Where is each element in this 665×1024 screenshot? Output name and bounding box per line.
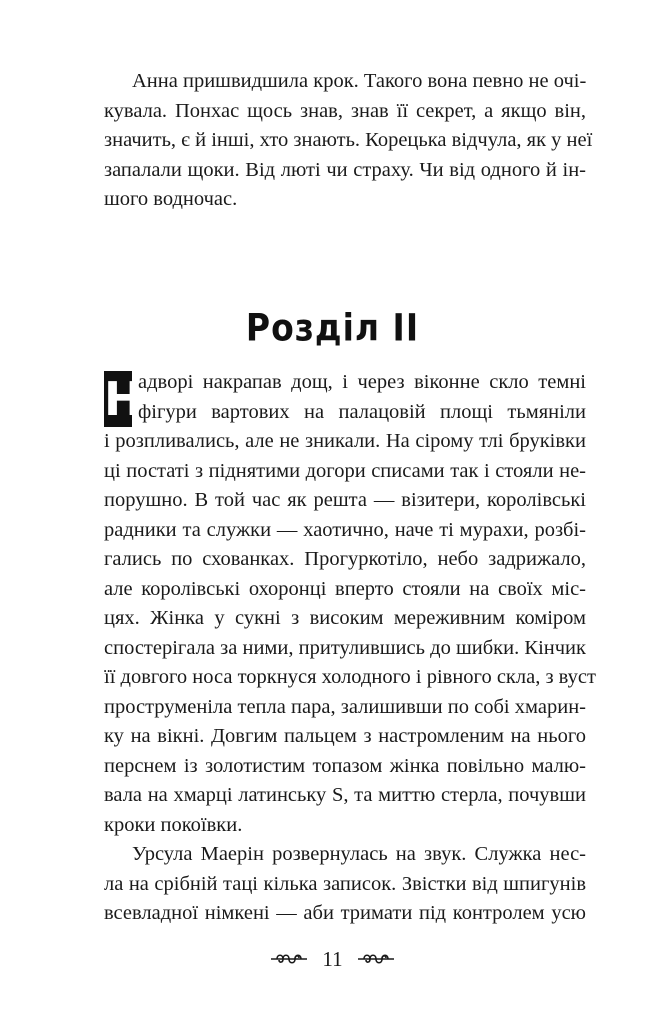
text-line: запалали щоки. Від люті чи страху. Чи від одного й ін-	[104, 158, 586, 181]
drop-cap: Н	[104, 372, 143, 426]
page-number: 11	[322, 946, 343, 971]
text-line: порушно. В той час як решта — візитери, королівські	[104, 489, 586, 511]
chapter-body	[104, 368, 596, 929]
text-line: але королівські охоронці вперто стояли на своїх міс-	[104, 577, 586, 600]
text-line: вала на хмарці латинську S, та миттю стерла, почувши	[104, 784, 586, 806]
text-line: проструменіла тепла пара, залишивши по собі хмарин-	[104, 695, 586, 718]
text-line: Урсула Маерін розвернулась на звук. Служка нес-	[132, 843, 586, 865]
text-line: ці постаті з піднятими догори списами так і стояли не-	[104, 459, 586, 482]
text-line: радники та служки — хаотично, наче ті мурахи, розбі-	[104, 518, 586, 541]
text-line: спостерігала за ними, притулившись до шибки. Кінчик	[104, 636, 586, 659]
chapter-title: Розділ ІІ	[245, 305, 420, 350]
text-line: фігури вартових на палацовій площі тьмяніли	[138, 400, 586, 423]
text-line: її довгого носа торкнуся холодного і рівного скла, з вуст	[104, 666, 596, 688]
text-line: шого водночас.	[104, 188, 238, 210]
text-line: гались по схованках. Прогуркотіло, небо задрижало,	[104, 548, 586, 570]
text-line: перснем із золотистим топазом жінка повільно малю-	[104, 754, 586, 777]
text-line: ла на срібній таці кілька записок. Звістки від шпигунів	[104, 872, 586, 895]
double-spiral-ornament-icon	[270, 950, 308, 968]
text-line: Анна пришвидшила крок. Такого вона певно не очі-	[132, 70, 587, 92]
text-line: ку на вікні. Довгим пальцем з настромленим на нього	[104, 725, 586, 747]
text-line: і розпливались, але не зникали. На сірому тлі бруківки	[104, 430, 586, 452]
text-line: кроки покоївки.	[104, 813, 243, 836]
intro-paragraph	[104, 67, 593, 215]
text-line: значить, є й інші, хто знають. Корецька відчула, як у неї	[104, 129, 593, 151]
text-line: адворі накрапав дощ, і через віконне скло темні	[138, 371, 586, 393]
text-line: кувала. Понхас щось знав, знав її секрет, а якщо він,	[104, 99, 586, 122]
text-line: всевладної німкені — аби тримати під контролем усю	[104, 902, 586, 924]
text-line: цях. Жінка у сукні з високим мереживним коміром	[104, 607, 586, 629]
page-footer	[0, 944, 665, 974]
double-spiral-ornament-icon	[357, 950, 395, 968]
